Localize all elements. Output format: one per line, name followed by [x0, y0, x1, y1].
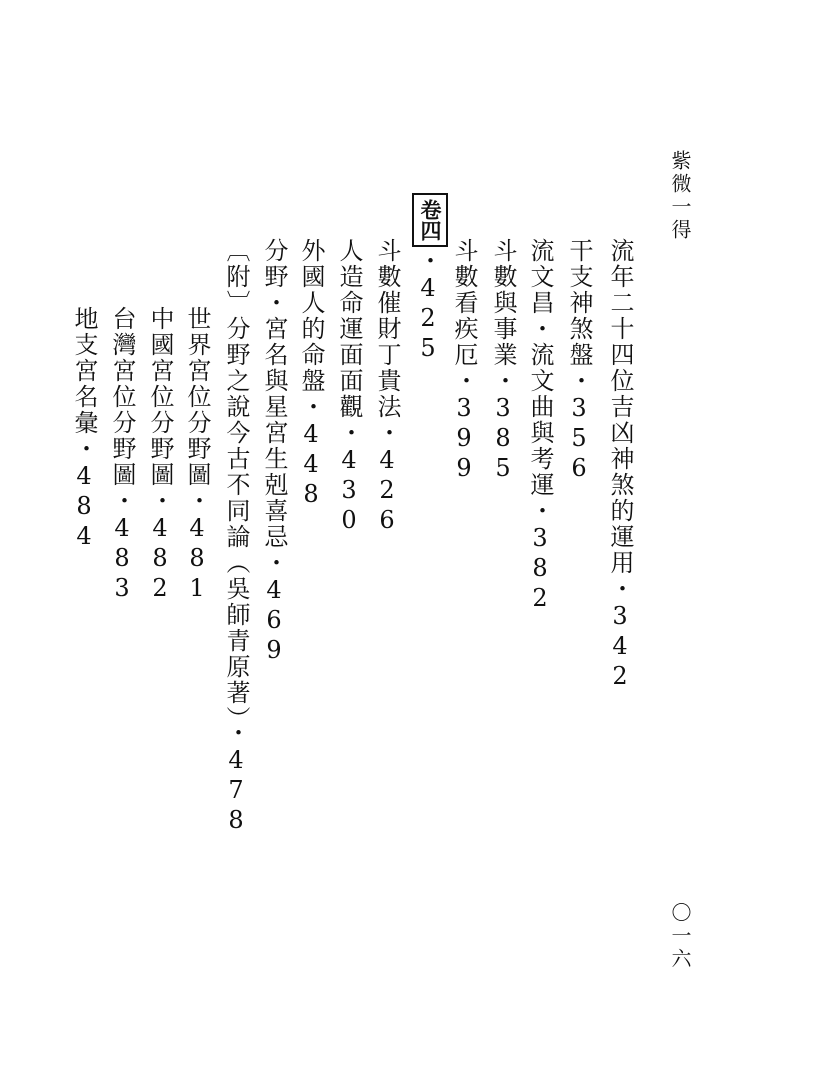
volume-label: 卷四	[418, 199, 443, 241]
toc-entry: 外國人的命盤・448	[297, 238, 325, 510]
toc-entry: 地支宮名彙・484	[70, 306, 98, 552]
toc-entry: 斗數與事業・385	[489, 238, 517, 484]
toc-entry: 〔附〕分野之說今古不同論（吳師青原著）・478	[222, 238, 250, 836]
book-title: 紫微一得	[668, 150, 692, 242]
toc-entry: 斗數催財丁貴法・426	[373, 238, 401, 536]
toc-entry: 分野・宮名與星宮生剋喜忌・469	[260, 238, 288, 666]
toc-subentry: 台灣宮位分野圖・483	[108, 306, 136, 604]
toc-entry: 干支神煞盤・356	[565, 238, 593, 484]
toc-subentry: 中國宮位分野圖・482	[146, 306, 174, 604]
toc-entry: 斗數看疾厄・399	[450, 238, 478, 484]
toc-subentry: 世界宮位分野圖・481	[183, 306, 211, 604]
toc-entry: 流年二十四位吉凶神煞的運用・342	[606, 238, 634, 692]
volume-page-ref: ・425	[414, 248, 442, 364]
volume-heading-box	[412, 193, 448, 247]
page-number: 〇一六	[668, 902, 692, 971]
toc-entry: 流文昌・流文曲與考運・382	[526, 238, 554, 614]
toc-entry: 人造命運面面觀・430	[335, 238, 363, 536]
